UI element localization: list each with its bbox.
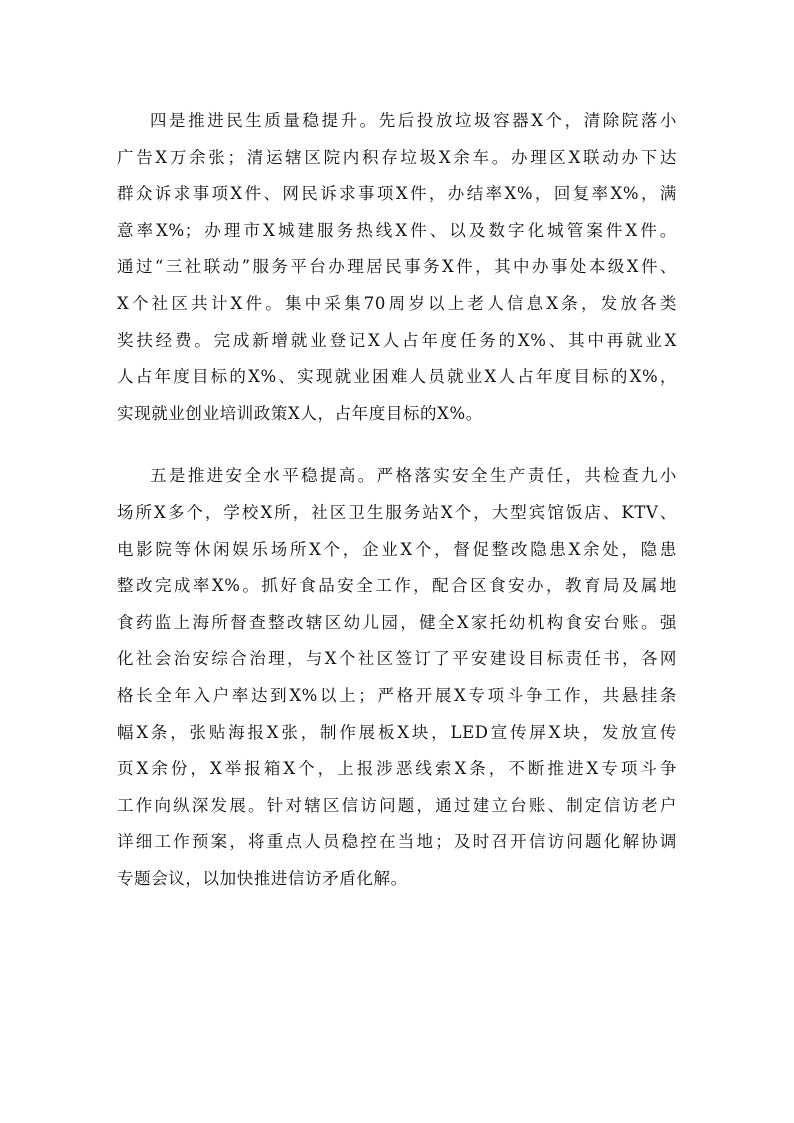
paragraph-line: 幅X条，张贴海报X张，制作展板X块，LED宣传屏X块，发放宣传 — [117, 722, 677, 742]
paragraph-line: 五是推进安全水平稳提高。严格落实安全生产责任，共检查九小 — [150, 466, 677, 486]
paragraph-line: 页X余份，X举报箱X个，上报涉恶线索X条，不断推进X专项斗争 — [117, 759, 677, 779]
paragraph-line: 广告X万余张；清运辖区院内积存垃圾X余车。办理区X联动办下达 — [117, 147, 677, 167]
paragraph-line: 意率X%；办理市X城建服务热线X件、以及数字化城管案件X件。 — [117, 220, 677, 240]
paragraph-safety — [117, 458, 677, 897]
paragraph-line: 格长全年入户率达到X%以上；严格开展X专项斗争工作，共悬挂条 — [117, 685, 677, 705]
paragraph-line: 群众诉求事项X件、网民诉求事项X件，办结率X%，回复率X%，满 — [117, 184, 677, 204]
paragraph-line: 工作向纵深发展。针对辖区信访问题，通过建立台账、制定信访老户 — [117, 795, 677, 815]
paragraph-line: 人占年度目标的X%、实现就业困难人员就业X人占年度目标的X%， — [117, 367, 677, 387]
paragraph-line: 奖扶经费。完成新增就业登记X人占年度任务的X%、其中再就业X — [117, 330, 677, 350]
document-body — [117, 103, 677, 897]
paragraph-line: 整改完成率X%。抓好食品安全工作，配合区食安办，教育局及属地 — [117, 576, 677, 596]
paragraph-line: 场所X多个，学校X所，社区卫生服务站X个，大型宾馆饭店、KTV、 — [117, 502, 677, 522]
paragraph-spacer — [117, 432, 677, 458]
paragraph-line: 专题会议，以加快推进信访矛盾化解。 — [117, 868, 408, 888]
paragraph-line: 通过“三社联动”服务平台办理居民事务X件，其中办事处本级X件、 — [117, 257, 677, 277]
paragraph-line: 食药监上海所督查整改辖区幼儿园，健全X家托幼机构食安台账。强 — [117, 612, 677, 632]
paragraph-line: 详细工作预案，将重点人员稳控在当地；及时召开信访问题化解协调 — [117, 832, 677, 852]
paragraph-line: 化社会治安综合治理，与X个社区签订了平安建设目标责任书，各网 — [117, 649, 677, 669]
paragraph-livelihood — [117, 103, 677, 432]
paragraph-line: 电影院等休闲娱乐场所X个，企业X个，督促整改隐患X余处，隐患 — [117, 539, 677, 559]
paragraph-line: X个社区共计X件。集中采集70周岁以上老人信息X条，发放各类 — [117, 293, 677, 313]
paragraph-line: 实现就业创业培训政策X人，占年度目标的X%。 — [117, 403, 483, 423]
paragraph-line: 四是推进民生质量稳提升。先后投放垃圾容器X个，清除院落小 — [150, 111, 677, 130]
